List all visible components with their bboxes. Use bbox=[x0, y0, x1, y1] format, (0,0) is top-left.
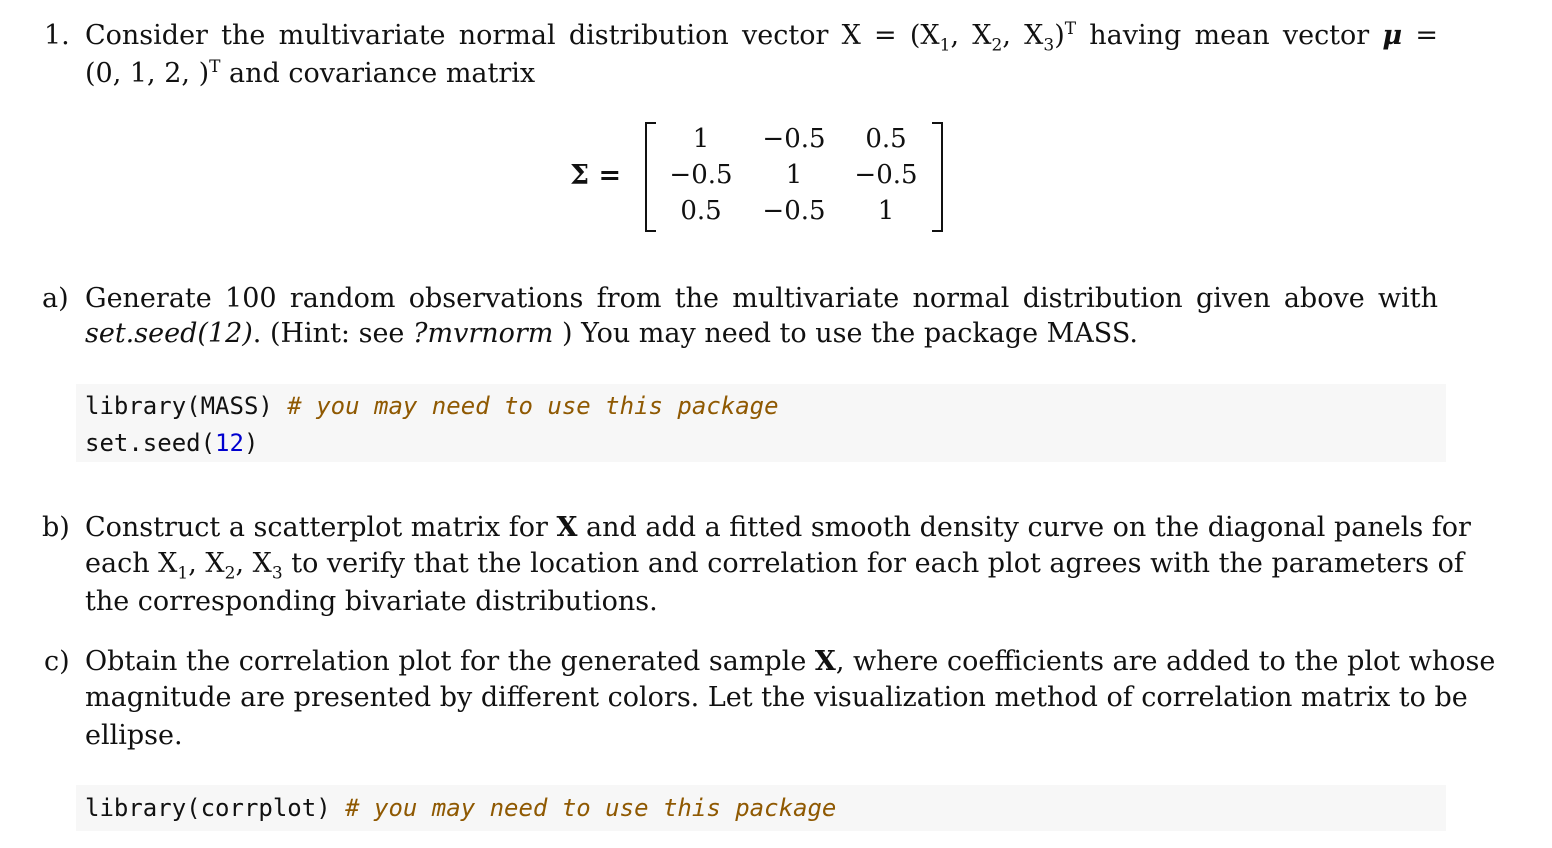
sigma-label: Σ = bbox=[570, 160, 622, 191]
part-b-line-1: Construct a scatterplot matrix for X and add a fitted smooth density curve on the diagonal panels for bbox=[85, 512, 1471, 543]
right-bracket bbox=[932, 122, 943, 232]
matrix-cell: 1 bbox=[692, 124, 710, 154]
matrix-cell: −0.5 bbox=[762, 124, 826, 154]
matrix-cell: −0.5 bbox=[762, 196, 826, 226]
part-b-label: b) bbox=[42, 512, 70, 543]
matrix-cell: −0.5 bbox=[854, 160, 918, 190]
question-1-line-2: (0, 1, 2, )$^T$ and covariance matrix bbox=[85, 57, 536, 89]
code-block-c bbox=[76, 785, 1446, 831]
code-line: library(MASS) # you may need to use this package bbox=[85, 392, 779, 420]
question-1-line-1: Consider the multivariate normal distribution vector $X = (X_1$, $X_2$, $X_3)^T$ having mean vector μ = bbox=[85, 19, 1439, 56]
covariance-matrix bbox=[570, 118, 950, 232]
part-c-line-3: ellipse. bbox=[85, 720, 183, 751]
matrix-cell: 0.5 bbox=[680, 196, 722, 226]
part-c-line-1: Obtain the correlation plot for the generated sample X, where coefficients are added to the plot whose bbox=[85, 646, 1496, 677]
code-block-a bbox=[76, 384, 1446, 462]
part-c-line-2: magnitude are presented by different colors. Let the visualization method of correlation matrix to be bbox=[85, 682, 1468, 713]
part-b-line-3: the corresponding bivariate distributions. bbox=[85, 586, 658, 617]
part-b-line-2: each $X_1$, $X_2$, $X_3$ to verify that the location and correlation for each plot agrees with the parameters of bbox=[85, 548, 1464, 584]
left-bracket bbox=[645, 122, 656, 232]
code-line: set.seed(12) bbox=[85, 429, 259, 457]
code-line: library(corrplot) # you may need to use this package bbox=[85, 794, 837, 822]
part-a-line-2: set.seed(12). (Hint: see ?mvrnorm ) You may need to use the package MASS. bbox=[85, 318, 1138, 349]
part-a-line-1: Generate 100 random observations from the multivariate normal distribution given above with bbox=[85, 283, 1438, 314]
part-a-label: a) bbox=[42, 283, 69, 314]
matrix-cell: −0.5 bbox=[669, 160, 733, 190]
matrix-cell: 1 bbox=[877, 196, 895, 226]
matrix-cell: 1 bbox=[785, 160, 803, 190]
question-number: 1. bbox=[44, 20, 70, 51]
part-c-label: c) bbox=[44, 646, 70, 677]
matrix-cell: 0.5 bbox=[865, 124, 907, 154]
